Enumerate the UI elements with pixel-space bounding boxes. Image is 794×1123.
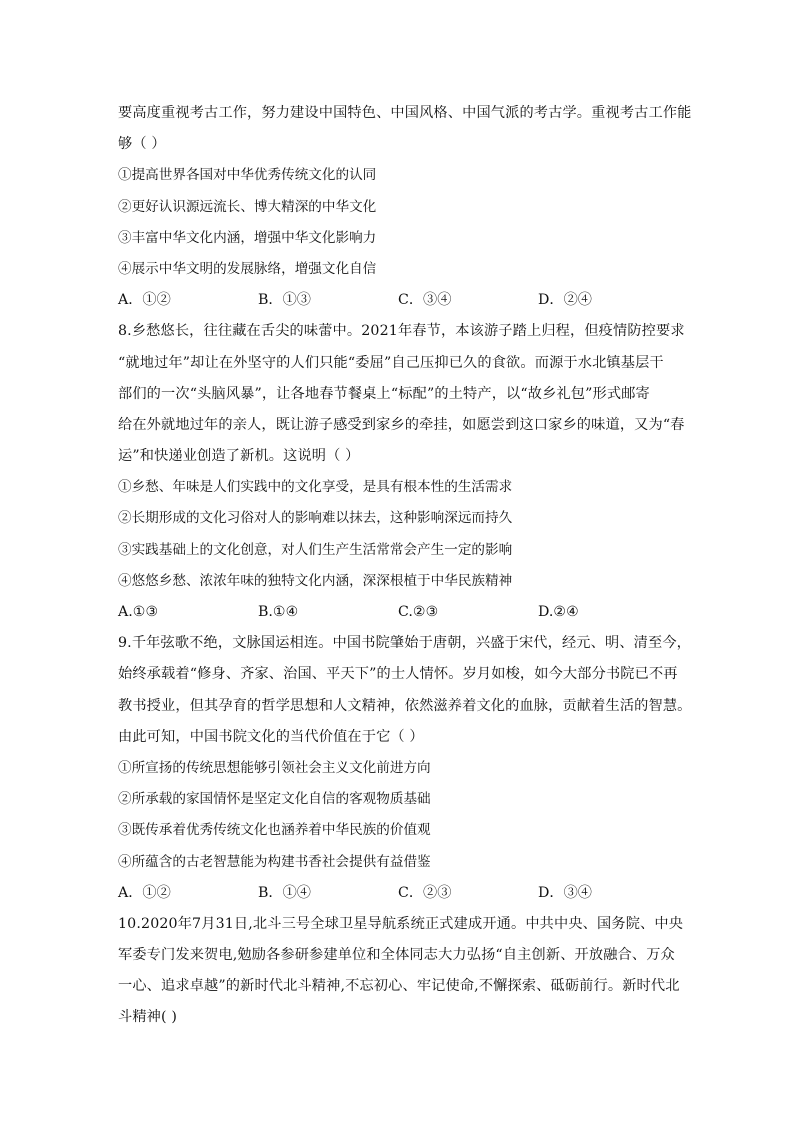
question-stem-line: 运”和快递业创造了新机。这说明（ ） [118, 448, 360, 465]
question-stem-line: 10.2020年7月31日,北斗三号全球卫星导航系统正式建成开通。中共中央、国务院、中央 [118, 915, 684, 932]
answer-choices [118, 285, 678, 316]
option-statement: ②所承载的家国情怀是坚定文化自信的客观物质基础 [118, 791, 431, 808]
choice-d: D．③④ [538, 884, 592, 901]
question-8 [118, 316, 685, 628]
option-statement: ③丰富中华文化内涵，增强中华文化影响力 [118, 229, 377, 246]
option-statement: ①提高世界各国对中华优秀传统文化的认同 [118, 167, 377, 184]
choice-c: C．②③ [398, 884, 452, 901]
option-statement: ④展示中华文明的发展脉络，增强文化自信 [118, 260, 377, 277]
question-9 [118, 628, 692, 909]
question-stem-line: 9.千年弦歌不绝，文脉国运相连。中国书院肇始于唐朝，兴盛于宋代，经元、明、清至今， [118, 635, 692, 652]
choice-b: B．①④ [258, 884, 311, 901]
option-statement: ④所蕴含的古老智慧能为构建书香社会提供有益借鉴 [118, 853, 431, 870]
choice-d: D.②④ [538, 604, 579, 620]
question-stem-line: 教书授业，但其孕育的哲学思想和人文精神，依然滋养着文化的血脉，贡献着生活的智慧。 [118, 697, 692, 714]
question-stem-line: 够（ ） [118, 136, 166, 153]
option-statement: ③既传承着优秀传统文化也涵养着中华民族的价值观 [118, 822, 431, 839]
option-statement: ②长期形成的文化习俗对人的影响难以抹去，这种影响深远而持久 [118, 510, 513, 527]
choice-d: D．②④ [538, 292, 592, 309]
question-stem-line: “就地过年”却让在外坚守的人们只能“委屈”自己压抑已久的食欲。而源于水北镇基层干 [118, 354, 664, 371]
answer-choices [118, 878, 678, 909]
choice-a: A．①② [118, 884, 171, 901]
option-statement: ③实践基础上的文化创意，对人们生产生活常常会产生一定的影响 [118, 541, 513, 558]
option-statement: ②更好认识源远流长、博大精深的中华文化 [118, 198, 377, 215]
answer-choices [118, 597, 678, 628]
choice-c: C.②③ [398, 604, 439, 620]
question-stem-line: 一心、追求卓越”的新时代北斗精神,不忘初心、牢记使命,不懈探索、砥砺前行。新时代北 [118, 978, 680, 995]
question-stem-line: 给在外就地过年的亲人，既让游子感受到家乡的牵挂，如愿尝到这口家乡的味道，又为“春 [118, 416, 685, 433]
question-stem-line: 8.乡愁悠长，往往藏在舌尖的味蕾中。2021年春节，本该游子踏上归程，但疫情防控要求 [118, 323, 685, 340]
question-stem-line: 斗精神( ) [118, 1009, 178, 1026]
question-7 [118, 98, 692, 316]
exam-page [118, 98, 692, 1034]
choice-b: B.①④ [258, 604, 299, 620]
question-stem-line: 由此可知，中国书院文化的当代价值在于它（ ） [118, 728, 424, 745]
option-statement: ④悠悠乡愁、浓浓年味的独特文化内涵，深深根植于中华民族精神 [118, 572, 513, 589]
question-stem-line: 始终承载着“修身、齐家、治国、平天下”的士人情怀。岁月如梭，如今大部分书院已不再 [118, 666, 678, 683]
question-stem-line: 部们的一次“头脑风暴”，让各地春节餐桌上“标配”的土特产，以“故乡礼包”形式邮寄 [118, 385, 650, 402]
option-statement: ①所宣扬的传统思想能够引领社会主义文化前进方向 [118, 759, 431, 776]
question-stem-line: 要高度重视考古工作，努力建设中国特色、中国风格、中国气派的考古学。重视考古工作能 [118, 105, 692, 121]
option-statement: ①乡愁、年味是人们实践中的文化享受，是具有根本性的生活需求 [118, 479, 513, 496]
choice-a: A．①② [118, 292, 171, 309]
choice-c: C．③④ [398, 292, 452, 309]
choice-b: B．①③ [258, 292, 311, 309]
question-10 [118, 909, 684, 1034]
choice-a: A.①③ [118, 604, 159, 620]
question-stem-line: 军委专门发来贺电,勉励各参研参建单位和全体同志大力弘扬“自主创新、开放融合、万众 [118, 947, 675, 964]
